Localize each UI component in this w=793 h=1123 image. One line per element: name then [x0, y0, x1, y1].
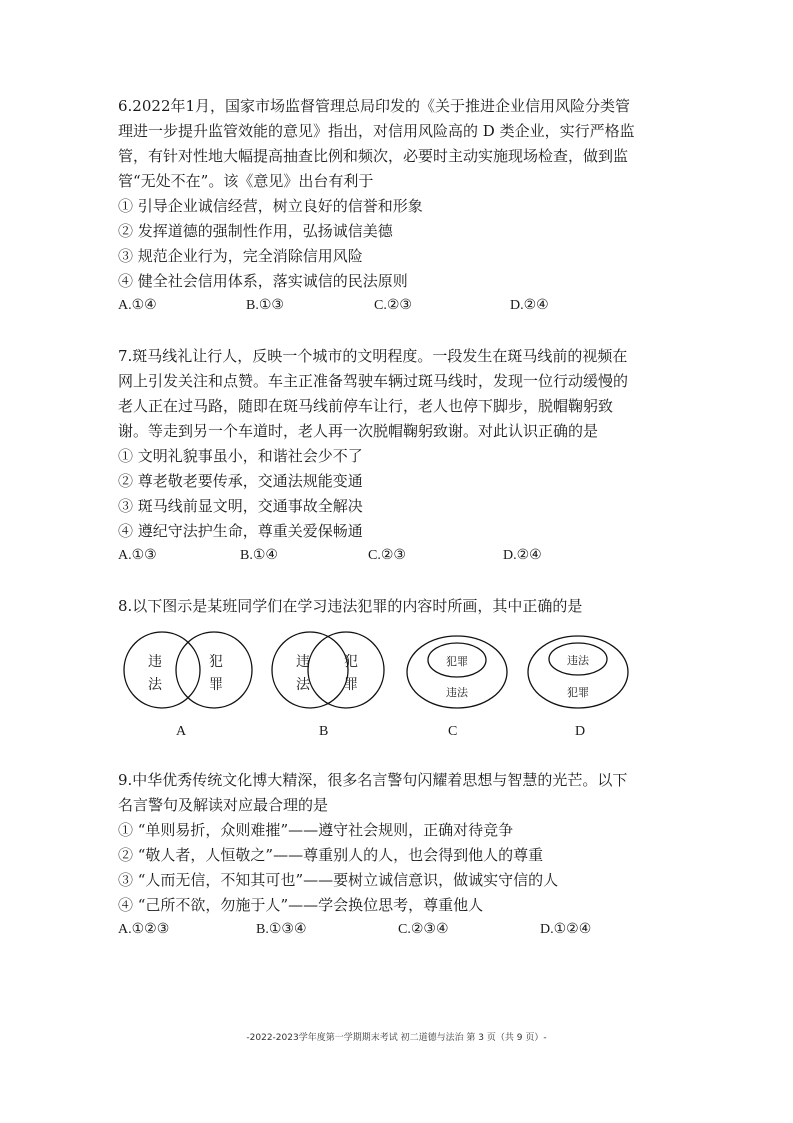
- q9-option-c[interactable]: C.②③④: [398, 922, 449, 937]
- q7-option-c[interactable]: C.②③: [368, 548, 406, 563]
- q7-item-3: ③ 斑马线前显文明，交通事故全解决: [118, 497, 363, 515]
- diagram-d-outer-text: 犯罪: [567, 686, 589, 699]
- diagram-a-left-text-1: 违: [148, 654, 162, 670]
- diagram-d-inner-text: 违法: [567, 654, 589, 667]
- q6-stem-line-2: 理进一步提升监管效能的意见》指出，对信用风险高的 D 类企业，实行严格监: [118, 122, 635, 140]
- diagram-a-right-text-2: 罪: [209, 677, 223, 693]
- q6-stem-line-3: 管，有针对性地大幅提高抽查比例和频次，必要时主动实施现场检查，做到监: [118, 147, 629, 165]
- q9-item-3: ③ “人而无信，不知其可也”——要树立诚信意识，做诚实守信的人: [118, 871, 559, 889]
- page-footer: -2022-2023学年度第一学期期末考试 初二道德与法治 第 3 页（共 9 页）-: [246, 1033, 547, 1043]
- diagram-b-left-text-1: 违: [296, 654, 310, 670]
- diagram-c-label: C: [448, 724, 458, 739]
- diagram-d[interactable]: [528, 636, 628, 708]
- diagram-b-right-text-1: 犯: [344, 654, 358, 670]
- q7-stem-line-1: 7.斑马线礼让行人，反映一个城市的文明程度。一段发生在斑马线前的视频在: [118, 347, 628, 365]
- q9-option-b[interactable]: B.①③④: [256, 922, 307, 937]
- q6-option-d[interactable]: D.②④: [510, 298, 549, 313]
- q6-stem-line-1: 6.2022年1月，国家市场监督管理总局印发的《关于推进企业信用风险分类管: [118, 97, 631, 115]
- q9-stem-line-2: 名言警句及解读对应最合理的是: [118, 796, 329, 814]
- q6-stem-line-4: 管“无处不在”。该《意见》出台有利于: [118, 172, 374, 190]
- q9-stem-line-1: 9.中华优秀传统文化博大精深，很多名言警句闪耀着思想与智慧的光芒。以下: [118, 771, 628, 789]
- q9-option-a[interactable]: A.①②③: [118, 922, 170, 937]
- q6-item-2: ② 发挥道德的强制性作用，弘扬诚信美德: [118, 222, 393, 240]
- diagram-b-left-circle: [272, 632, 348, 708]
- q7-item-2: ② 尊老敬老要传承，交通法规能变通: [118, 472, 363, 490]
- diagram-b-label: B: [319, 724, 329, 739]
- q6-item-4: ④ 健全社会信用体系，落实诚信的民法原则: [118, 272, 408, 290]
- q9-item-4: ④ “己所不欲，勿施于人”——学会换位思考，尊重他人: [118, 896, 484, 914]
- q7-option-d[interactable]: D.②④: [503, 548, 542, 563]
- diagram-c-inner-text: 犯罪: [446, 655, 468, 668]
- q9-item-1: ① “单则易折，众则难摧”——遵守社会规则，正确对待竞争: [118, 821, 514, 839]
- q7-stem-line-4: 谢。等走到另一个车道时，老人再一次脱帽鞠躬致谢。对此认识正确的是: [118, 422, 599, 440]
- q7-item-1: ① 文明礼貌事虽小，和谐社会少不了: [118, 447, 363, 465]
- q6-item-3: ③ 规范企业行为，完全消除信用风险: [118, 247, 363, 265]
- diagram-b-right-text-2: 罪: [344, 677, 358, 693]
- diagram-b-right-circle: [308, 632, 384, 708]
- diagram-c[interactable]: [407, 636, 507, 708]
- q7-stem-line-2: 网上引发关注和点赞。车主正准备驾驶车辆过斑马线时，发现一位行动缓慢的: [118, 372, 629, 390]
- diagram-b[interactable]: [272, 632, 384, 708]
- diagram-a-right-text-1: 犯: [209, 654, 223, 670]
- q6-option-b[interactable]: B.①③: [246, 298, 284, 313]
- diagram-a-right-circle: [176, 632, 252, 708]
- diagram-d-label: D: [575, 724, 586, 739]
- q9-item-2: ② “敬人者，人恒敬之”——尊重别人的人，也会得到他人的尊重: [118, 846, 544, 864]
- q7-item-4: ④ 遵纪守法护生命，尊重关爱保畅通: [118, 522, 363, 540]
- q6-item-1: ① 引导企业诚信经营，树立良好的信誉和形象: [118, 197, 423, 215]
- diagram-a[interactable]: [124, 632, 252, 708]
- q6-option-a[interactable]: A.①④: [118, 298, 157, 313]
- diagram-c-outer-text: 违法: [446, 686, 468, 699]
- diagram-a-left-circle: [124, 632, 200, 708]
- diagram-a-left-text-2: 法: [148, 677, 162, 693]
- diagram-b-left-text-2: 法: [296, 677, 310, 693]
- q7-stem-line-3: 老人正在过马路，随即在斑马线前停车让行，老人也停下脚步，脱帽鞠躬致: [118, 397, 614, 415]
- q8-stem: 8.以下图示是某班同学们在学习违法犯罪的内容时所画，其中正确的是: [118, 597, 583, 615]
- q7-option-a[interactable]: A.①③: [118, 548, 157, 563]
- q9-option-d[interactable]: D.①②④: [540, 922, 592, 937]
- diagram-a-label: A: [176, 724, 187, 739]
- q6-option-c[interactable]: C.②③: [374, 298, 412, 313]
- q7-option-b[interactable]: B.①④: [240, 548, 278, 563]
